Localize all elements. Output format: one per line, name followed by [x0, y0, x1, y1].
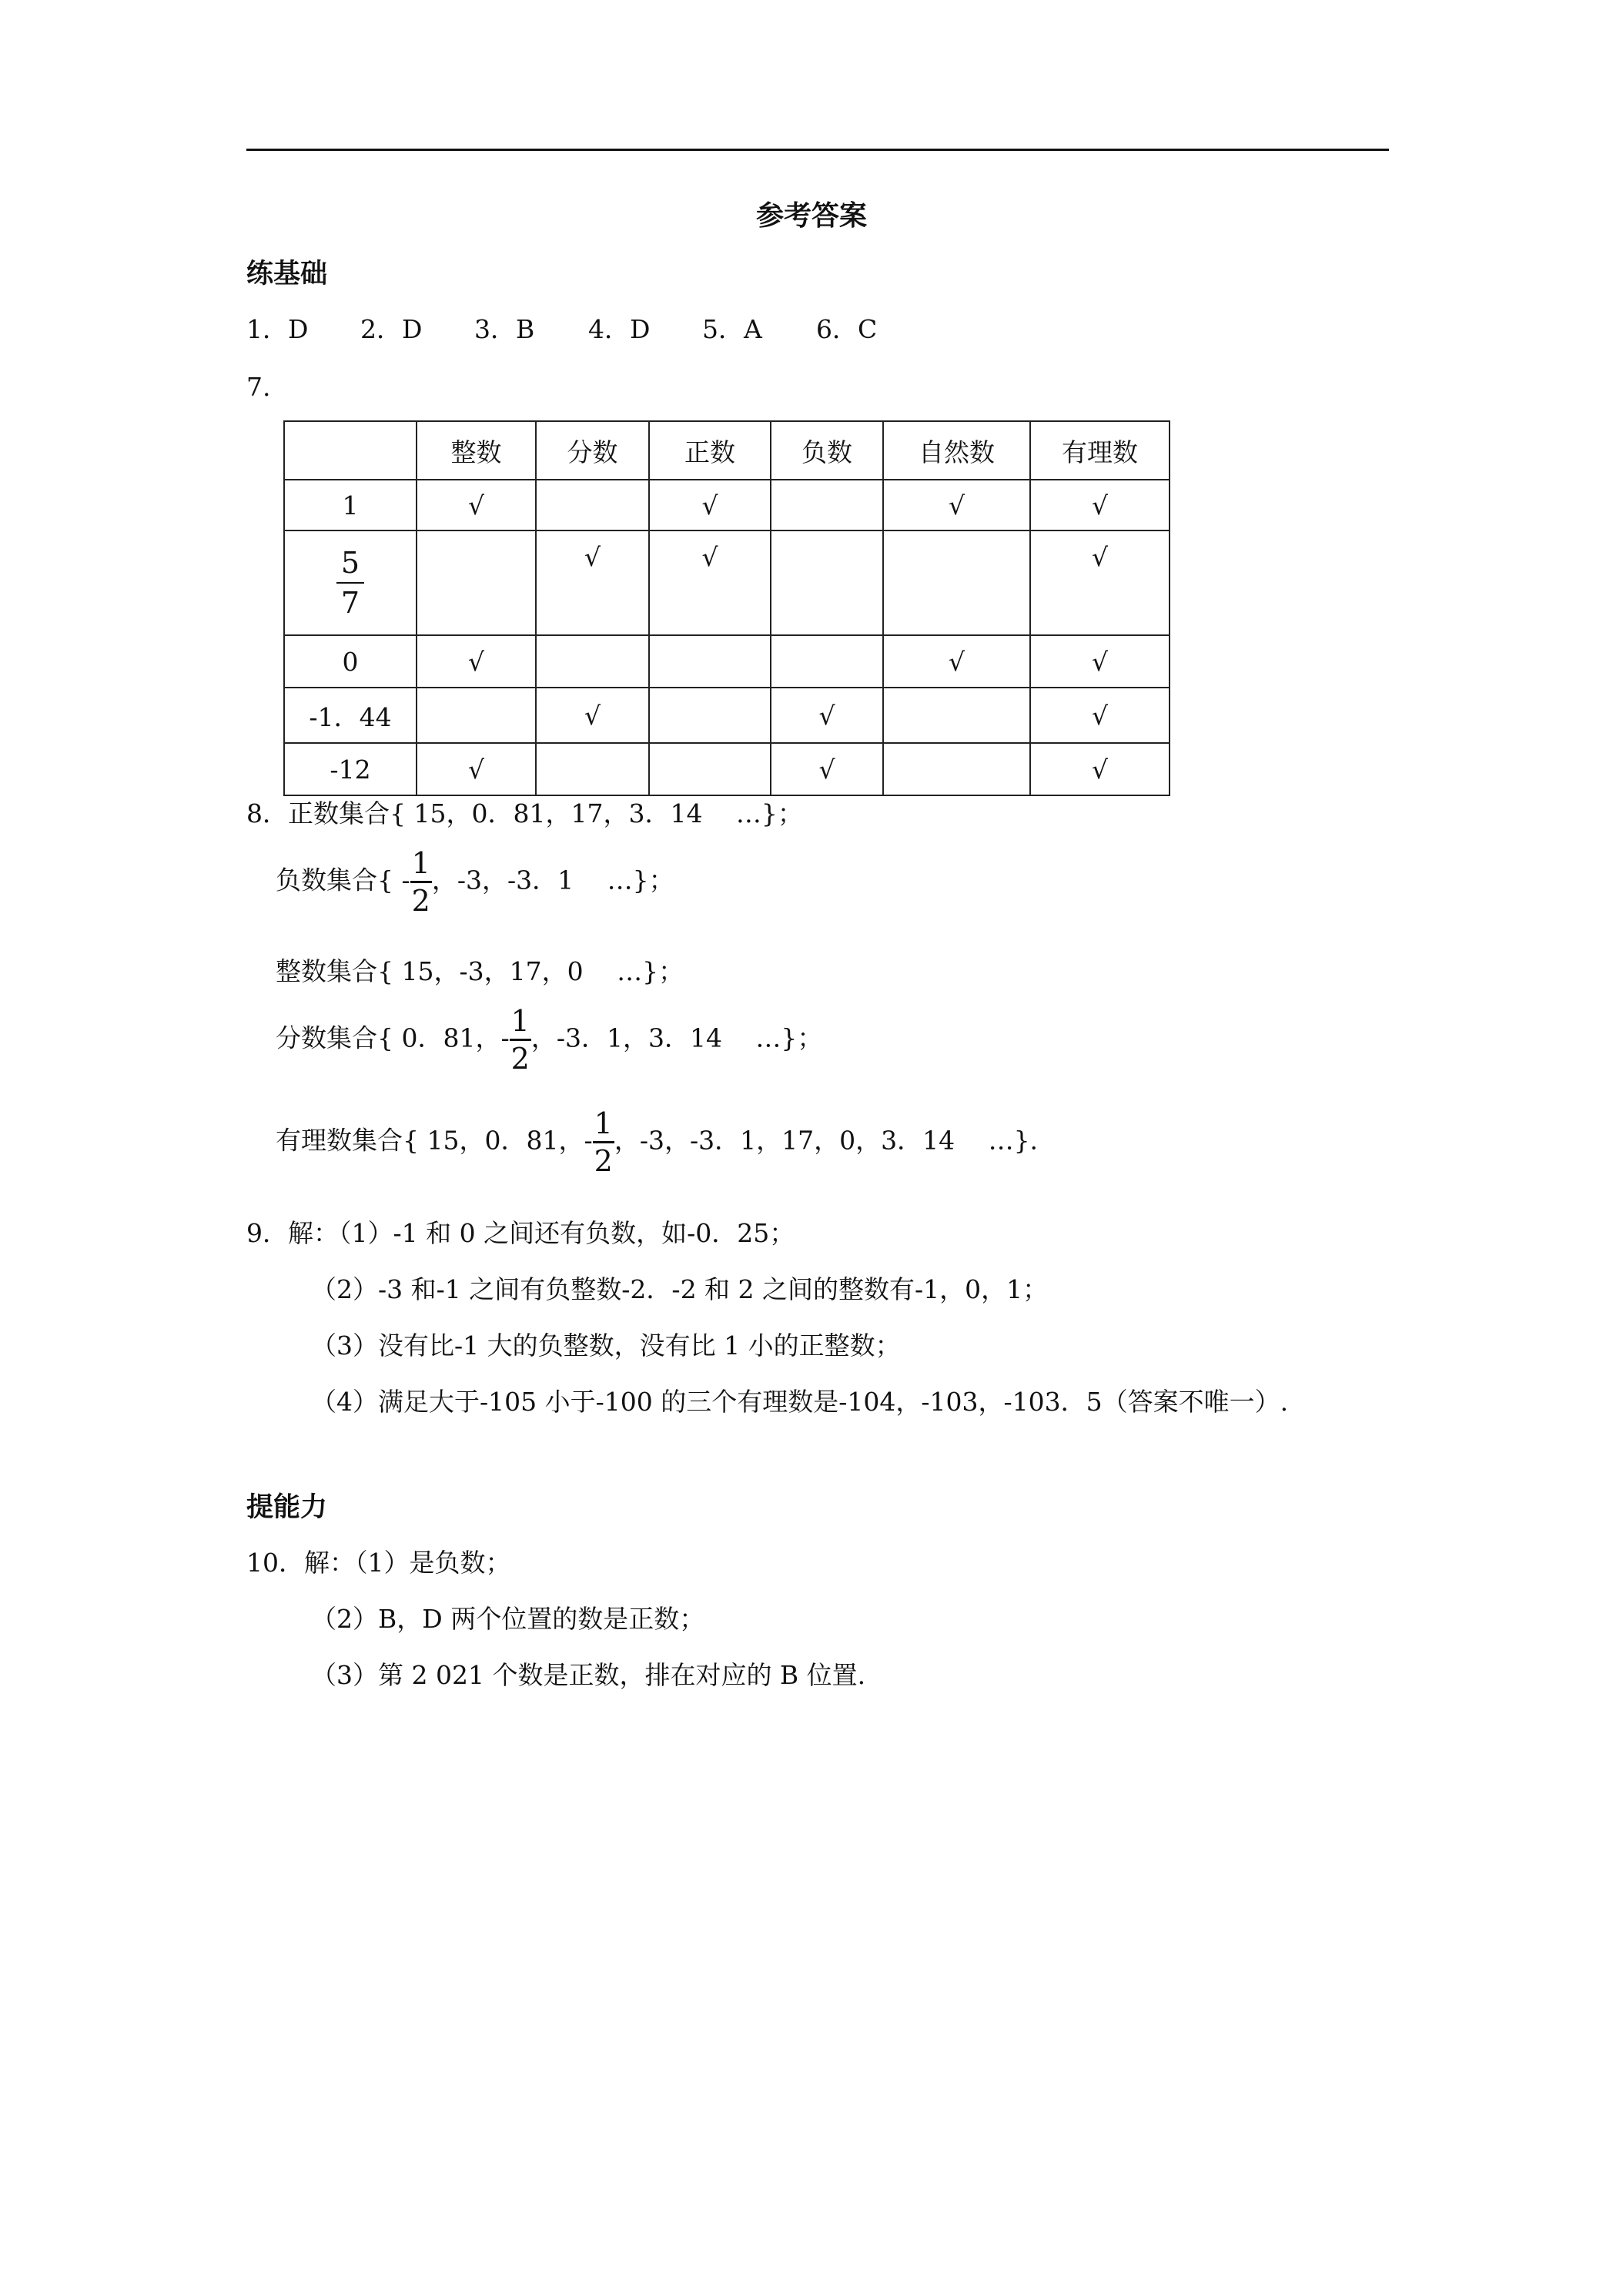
fraction-numerator: 5 [340, 545, 360, 580]
set-text: 有理数集合{ 15，0．81，- [276, 1125, 593, 1156]
header-rule [246, 149, 1389, 151]
row-label [284, 530, 417, 635]
set-text: ，-3，-3．1 …}； [431, 865, 674, 895]
table-header-cell [284, 421, 417, 480]
fraction-numerator: 1 [510, 1004, 530, 1038]
table-header-row [284, 421, 1170, 480]
mc-answer: 1．D [246, 314, 309, 344]
table-row [284, 530, 1170, 635]
table-header-cell: 整数 [417, 421, 536, 480]
number-classification-table [283, 420, 1170, 796]
table-row [284, 688, 1170, 743]
q10-part-3: （3）第 2 021 个数是正数，排在对应的 B 位置. [311, 1660, 866, 1690]
row-label: -1．44 [284, 688, 417, 743]
table-cell: √ [1030, 743, 1170, 795]
row-label: 1 [284, 480, 417, 530]
mc-answer: 4．D [588, 314, 651, 344]
fraction-denominator: 2 [510, 1041, 530, 1076]
q10-part-2: （2）B，D 两个位置的数是正数； [311, 1604, 705, 1634]
table-header-cell: 分数 [536, 421, 649, 480]
table-row [284, 743, 1170, 795]
fraction-denominator: 2 [594, 1143, 613, 1178]
table-cell: √ [536, 530, 649, 635]
mc-answer: 6．C [816, 314, 878, 344]
table-header-cell: 自然数 [883, 421, 1030, 480]
fraction-numerator: 1 [411, 846, 430, 880]
q8-positive-set: 8．正数集合{ 15，0．81，17，3．14 …}； [246, 798, 803, 828]
q8-negative-set [276, 846, 674, 918]
question-7-label: 7. [246, 372, 271, 402]
table-cell [536, 480, 649, 530]
table-cell [536, 635, 649, 688]
table-cell: √ [536, 688, 649, 743]
table-cell [417, 530, 536, 635]
table-cell: √ [1030, 688, 1170, 743]
table-header-cell: 有理数 [1030, 421, 1170, 480]
fraction-one-half [593, 1106, 614, 1178]
q9-part-4: （4）满足大于-105 小于-100 的三个有理数是-104，-103，-103．5（答案不唯一）. [311, 1387, 1289, 1417]
q8-fraction-set [276, 1004, 823, 1076]
table-header-cell: 负数 [771, 421, 883, 480]
table-cell: √ [771, 688, 883, 743]
table-cell [771, 480, 883, 530]
page-title: 参考答案 [755, 199, 867, 232]
mc-answer: 5．A [702, 314, 762, 344]
table-cell: √ [417, 480, 536, 530]
fraction-denominator: 2 [411, 883, 430, 918]
table-cell: √ [649, 530, 771, 635]
q9-part-1: 9．解：（1）-1 和 0 之间还有负数，如-0．25； [246, 1218, 795, 1248]
table-row [284, 635, 1170, 688]
table-cell [649, 635, 771, 688]
mc-answer: 3．B [474, 314, 535, 344]
table-cell [883, 688, 1030, 743]
mc-answer: 2．D [360, 314, 423, 344]
table-cell [649, 688, 771, 743]
table-cell: √ [1030, 530, 1170, 635]
row-label: 0 [284, 635, 417, 688]
section-heading-advanced: 提能力 [246, 1491, 328, 1523]
row-label: -12 [284, 743, 417, 795]
table-header-cell: 正数 [649, 421, 771, 480]
fraction-numerator: 1 [594, 1106, 613, 1140]
set-text: ，-3，-3．1，17，0，3．14 …}. [614, 1125, 1039, 1156]
table-cell [417, 688, 536, 743]
mc-answers [246, 316, 1170, 347]
set-text: ，-3．1，3．14 …}； [530, 1022, 823, 1053]
set-text: 分数集合{ 0．81，- [276, 1022, 510, 1053]
q8-integer-set: 整数集合{ 15，-3，17，0 …}； [276, 956, 684, 986]
q10-part-1: 10．解：（1）是负数； [246, 1548, 511, 1578]
q8-rational-set [276, 1106, 1039, 1178]
section-heading-basic: 练基础 [246, 258, 328, 290]
table-row [284, 480, 1170, 530]
table-cell: √ [649, 480, 771, 530]
table-cell [649, 743, 771, 795]
table-cell [536, 743, 649, 795]
q9-part-2: （2）-3 和-1 之间有负整数-2．-2 和 2 之间的整数有-1，0，1； [311, 1274, 1049, 1304]
set-text: 负数集合{ - [276, 865, 410, 895]
table-cell [883, 743, 1030, 795]
fraction-one-half [410, 846, 432, 918]
table-cell: √ [883, 635, 1030, 688]
fraction-denominator: 7 [340, 586, 360, 621]
q9-part-3: （3）没有比-1 大的负整数，没有比 1 小的正整数； [311, 1330, 901, 1361]
table-cell [771, 635, 883, 688]
table-cell: √ [1030, 480, 1170, 530]
table-cell: √ [771, 743, 883, 795]
table-cell: √ [417, 635, 536, 688]
table-cell: √ [883, 480, 1030, 530]
table-cell [771, 530, 883, 635]
table-cell: √ [417, 743, 536, 795]
table-cell [883, 530, 1030, 635]
fraction-five-sevenths [336, 545, 364, 621]
table-cell: √ [1030, 635, 1170, 688]
fraction-one-half [510, 1004, 531, 1076]
